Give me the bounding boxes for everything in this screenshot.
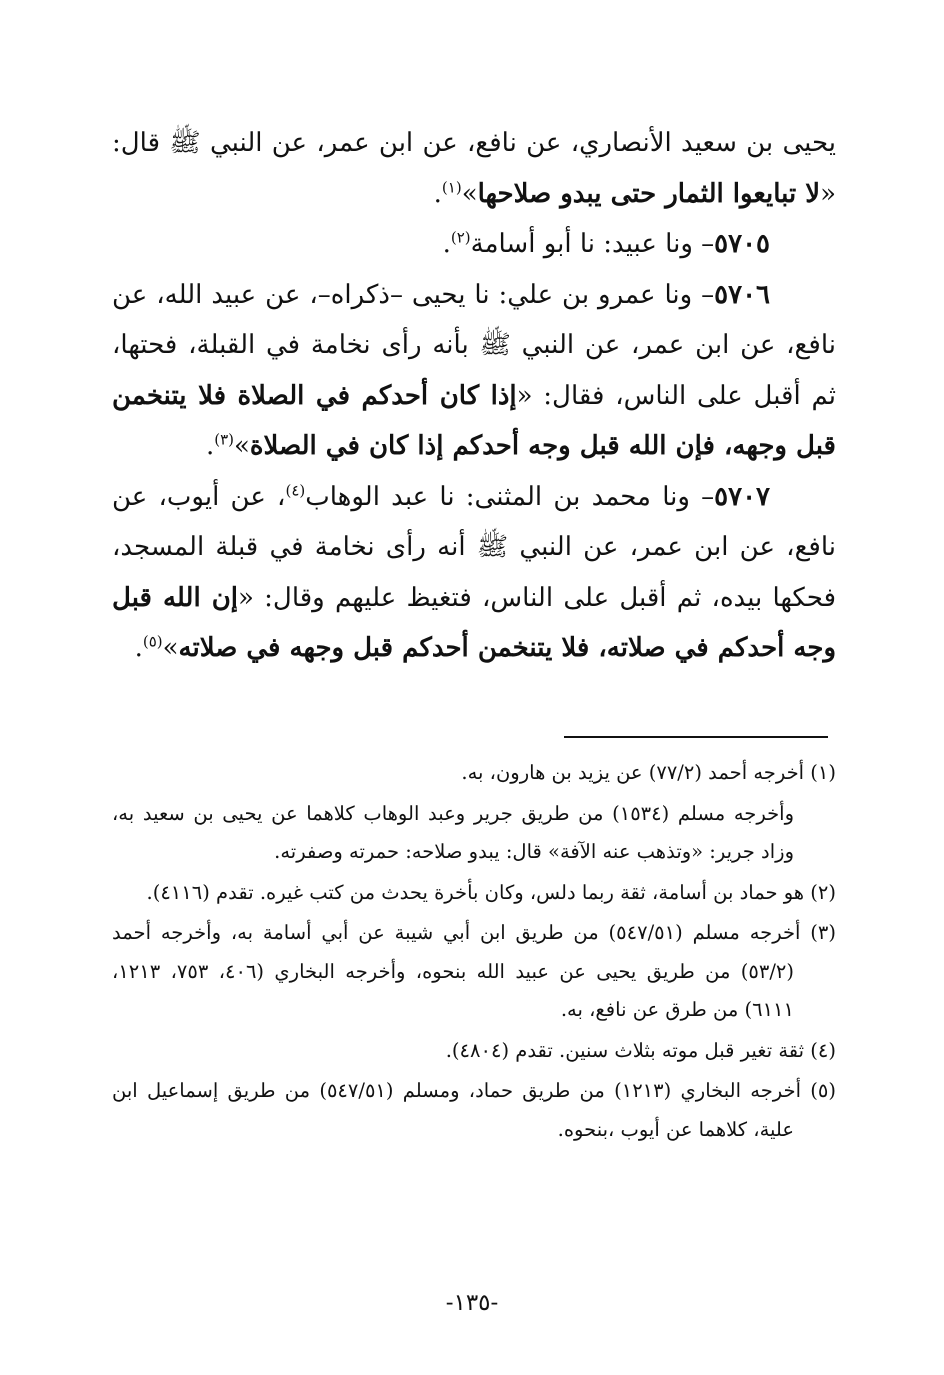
footnote-3: (٣) أخرجه مسلم (٥٤٧/٥١) من طريق ابن أبي شيبة عن أبي أسامة به، وأخرجه أحمد (٥٣/٢) من طريق يحيى عن عبيد الله بنحوه، وأخرجه البخاري (٤٠٦، ٧٥٣، ١٢١٣، ٦١١١) من طرق عن نافع، به.: [112, 921, 837, 1021]
paragraph-5705-text: – ونا عبيد: نا أبو أسامة: [470, 229, 715, 259]
paragraph-1: يحيى بن سعيد الأنصاري، عن نافع، عن ابن عمر، عن النبي ﷺ قال: «لا تبايعوا الثمار حتى يبدو صلاحها»$^{(١)}$.: [112, 128, 836, 209]
footnote-separator: [564, 736, 828, 738]
footnote-ref-3: (٣): [214, 430, 234, 449]
footnotes: [112, 754, 836, 1151]
hadith-number-5705: ٥٧٠٥: [714, 229, 770, 259]
paragraph-5707-text-b: ، عن أيوب، عن نافع، عن ابن عمر، عن النبي ﷺ أنه رأى نخامة في قبلة المسجد، فحكها بيده، ثم أقبل على الناس، فتغيظ عليهم وقال: «: [112, 481, 837, 613]
paragraph-1-text: يحيى بن سعيد الأنصاري، عن نافع، عن ابن عمر، عن النبي ﷺ قال: «: [112, 128, 836, 209]
footnote-ref-2: (٢): [450, 228, 471, 247]
hadith-quote-5707: إن الله قبل وجه أحدكم في صلاته، فلا يتنخمن أحدكم قبل وجهه في صلاته: [112, 582, 836, 663]
quote-close-1: »: [461, 178, 478, 209]
footnote-ref-4: (٤): [285, 480, 306, 499]
footnote-1: (١) أخرجه أحمد (٧٧/٢) عن يزيد بن هارون، به.: [461, 761, 836, 784]
paragraph-5707-text-a: – ونا محمد بن المثنى: نا عبد الوهاب: [305, 481, 715, 512]
footnote-5: (٥) أخرجه البخاري (١٢١٣) من طريق حماد، ومسلم (٥٤٧/٥١) من طريق إسماعيل ابن علية، كلاهما عن أيوب ،بنحوه.: [112, 1079, 836, 1141]
hadith-quote-1: لا تبايعوا الثمار حتى يبدو صلاحها: [477, 178, 821, 209]
paragraph-5706: ٥٧٠٦– ونا عمرو بن علي: نا يحيى –ذكراه–، عن عبيد الله، عن نافع، عن ابن عمر، عن النبي ﷺ بأنه رأى نخامة في القبلة، فحتها، ثم أقبل على الناس، فقال: «إذا كان أحدكم في الصلاة فلا يتنخمن قبل وجهه، فإن الله قبل وجه أحدكم إذا كان في الصلاة»$^{(٣)}$.: [112, 279, 836, 461]
footnote-4: (٤) ثقة تغير قبل موته بثلاث سنين. تقدم (٤٨٠٤).: [445, 1038, 836, 1062]
page-number: -١٣٥-: [445, 1290, 499, 1316]
quote-close-5707: »: [162, 633, 179, 663]
footnote-ref-5: (٥): [142, 632, 163, 651]
main-text: [112, 118, 836, 674]
quote-close-5706: »: [234, 431, 250, 461]
paragraph-5707: ٥٧٠٧– ونا محمد بن المثنى: نا عبد الوهاب$^{(٤)}$، عن أيوب، عن نافع، عن ابن عمر، عن النبي ﷺ أنه رأى نخامة في قبلة المسجد، فحكها بيده، ثم أقبل على الناس، فتغيظ عليهم وقال: «إن الله قبل وجه أحدكم في صلاته، فلا يتنخمن أحدكم قبل وجهه في صلاته»$^{(٥)}$.: [112, 480, 837, 663]
hadith-number-5707: ٥٧٠٧: [714, 481, 771, 512]
hadith-number-5706: ٥٧٠٦: [714, 279, 770, 310]
hadith-quote-5706: إذا كان أحدكم في الصلاة فلا يتنخمن قبل وجهه، فإن الله قبل وجه أحدكم إذا كان في الصلاة: [112, 380, 836, 461]
paragraph-5705: ٥٧٠٥– ونا عبيد: نا أبو أسامة$^{(٢)}$.: [442, 228, 770, 259]
footnote-ref-1: (١): [441, 177, 462, 196]
paragraph-5706-text: – ونا عمرو بن علي: نا يحيى –ذكراه–، عن عبيد الله، عن نافع، عن ابن عمر، عن النبي ﷺ بأنه رأى نخامة في القبلة، فحتها، ثم أقبل على الناس، فقال: «: [112, 279, 836, 411]
footnote-2: (٢) هو حماد بن أسامة، ثقة ربما دلس، وكان بأخرة يحدث من كتب غيره. تقدم (٤١١٦).: [146, 880, 836, 904]
footnote-1-continued: وأخرجه مسلم (١٥٣٤) من طريق جرير وعبد الوهاب كلاهما عن يحيى بن سعيد به، وزاد جرير: «وتذهب عنه الآفة» قال: يبدو صلاحه: حمرته وصفرته.: [112, 801, 794, 863]
